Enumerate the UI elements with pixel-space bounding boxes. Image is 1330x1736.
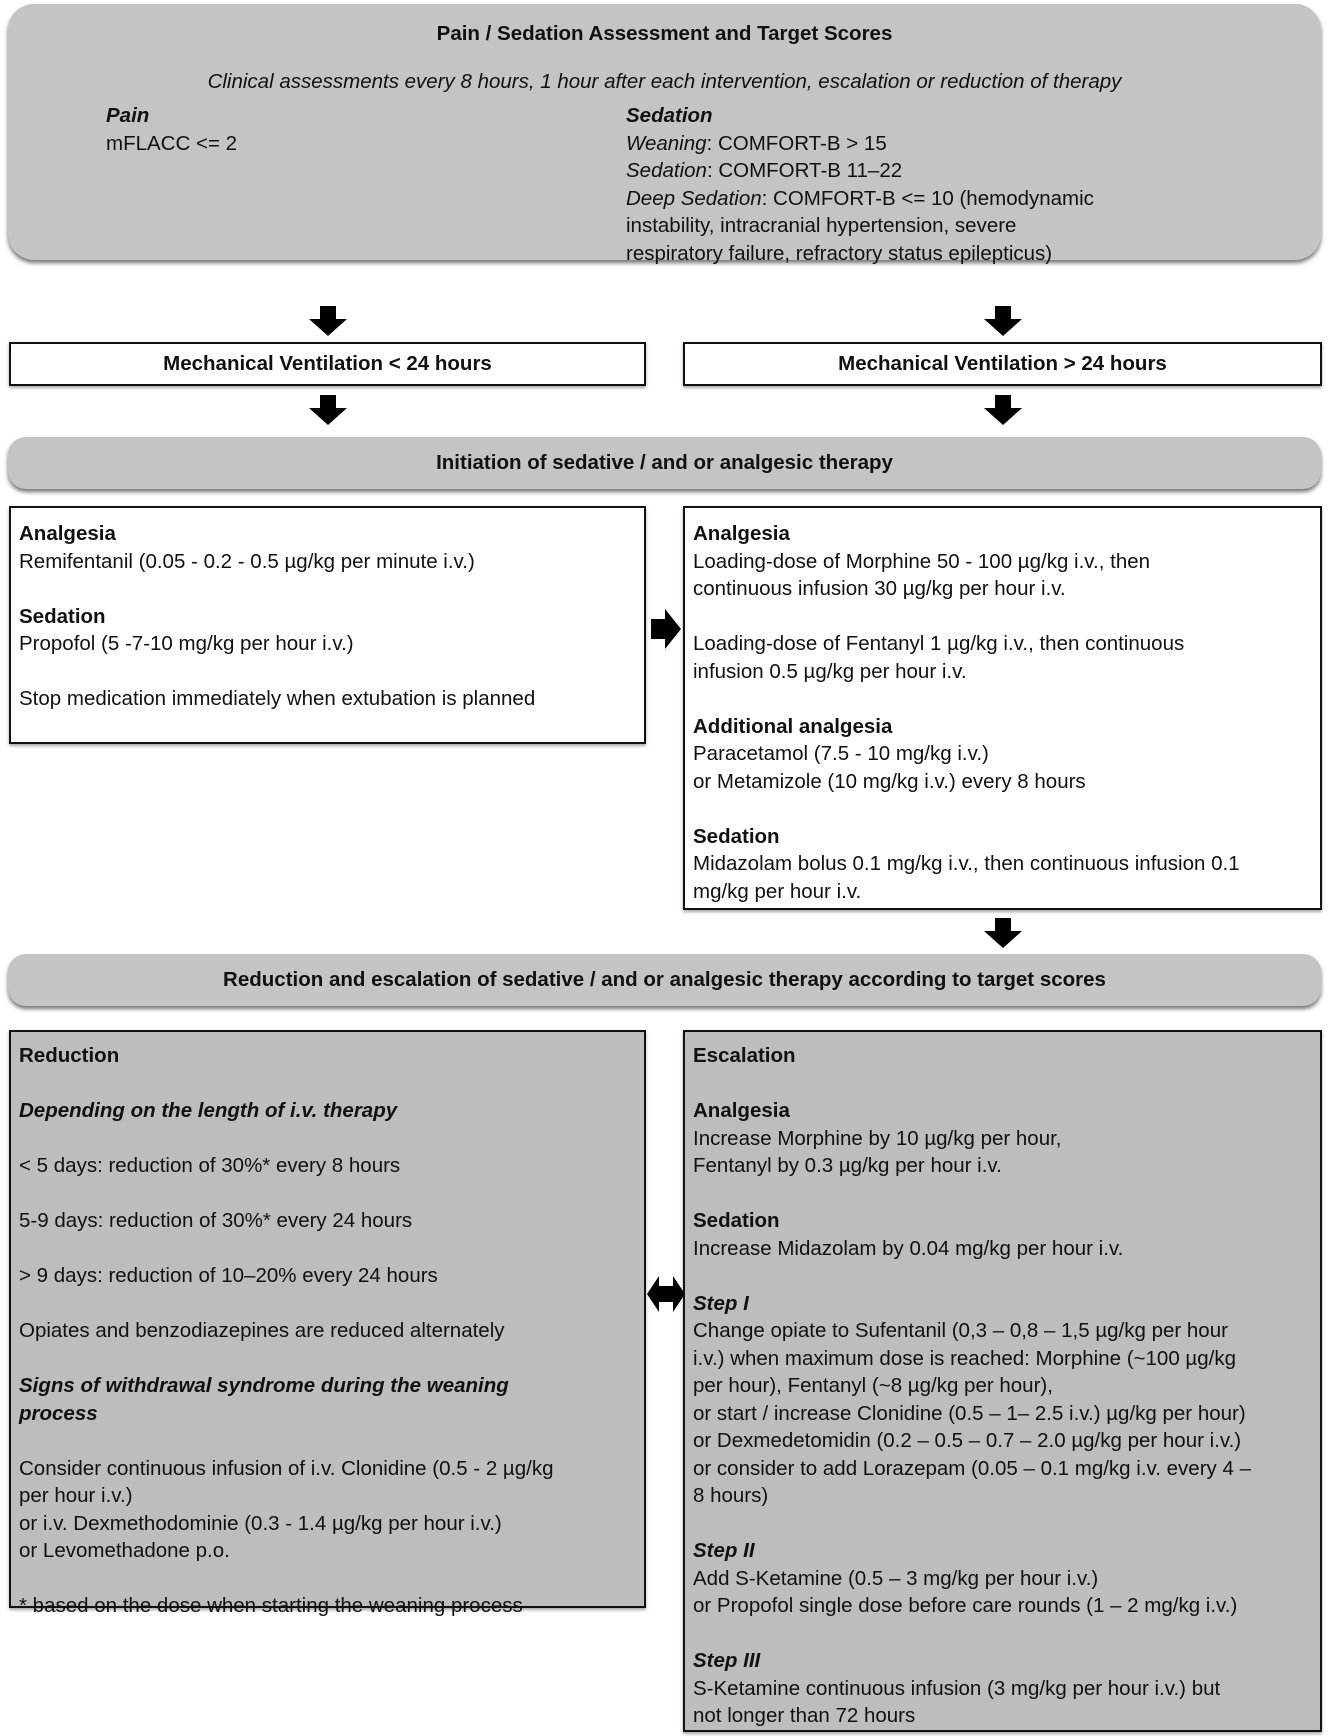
adjustment-header: Reduction and escalation of sedative / and or analgesic therapy according to target scores <box>8 954 1321 1006</box>
ventilation-short-box: Mechanical Ventilation < 24 hours <box>9 342 646 386</box>
step2-line1: Add S-Ketamine (0.5 – 3 mg/kg per hour i.v.) <box>693 1566 1099 1590</box>
assessment-panel <box>8 4 1321 265</box>
paracetamol-line: Paracetamol (7.5 - 10 mg/kg i.v.) <box>693 742 989 765</box>
consider-line1: Consider continuous infusion of i.v. Clonidine (0.5 - 2 µg/kg <box>19 1456 554 1480</box>
weaning-label: Weaning <box>626 131 707 155</box>
arrow-down-icon <box>984 306 1022 336</box>
sedation-target <box>626 157 1094 185</box>
fentanyl-line2: infusion 0.5 µg/kg per hour i.v. <box>693 659 967 683</box>
escalation-box <box>683 1030 1322 1732</box>
morphine-line1: Loading-dose of Morphine 50 - 100 µg/kg i.v., then <box>693 549 1151 573</box>
step1-line7: 8 hours) <box>693 1484 769 1507</box>
sedation-value: : COMFORT-B 11–22 <box>706 159 903 182</box>
assessment-title: Pain / Sedation Assessment and Target Scores <box>436 22 893 45</box>
pain-target-line: mFLACC <= 2 <box>106 131 238 155</box>
reduction-rule-3: > 9 days: reduction of 10–20% every 24 hours <box>19 1264 438 1287</box>
analgesia-heading: Analgesia <box>19 522 116 545</box>
midazolam-line1: Midazolam bolus 0.1 mg/kg i.v., then continuous infusion 0.1 <box>693 852 1240 875</box>
step1-line1: Change opiate to Sufentanil (0,3 – 0,8 – 1,5 µg/kg per hour <box>693 1319 1228 1342</box>
initiation-header: Initiation of sedative / and or analgesic therapy <box>8 437 1321 489</box>
pain-targets <box>106 102 237 157</box>
analgesia-heading: Analgesia <box>693 522 790 545</box>
step1-line6: or consider to add Lorazepam (0.05 – 0.1 mg/kg i.v. every 4 – <box>693 1456 1251 1480</box>
metamizole-line: or Metamizole (10 mg/kg i.v.) every 8 hours <box>693 769 1086 793</box>
reduction-rule-1: < 5 days: reduction of 30%* every 8 hours <box>19 1154 401 1177</box>
deep-sedation-line2: instability, intracranial hypertension, severe <box>626 214 1017 237</box>
withdrawal-heading-line1: Signs of withdrawal syndrome during the weaning <box>19 1374 509 1397</box>
weaning-value: : COMFORT-B > 15 <box>706 131 887 155</box>
short-ventilation-medication-box <box>9 506 646 744</box>
arrow-right-icon <box>651 609 681 649</box>
reduction-rule-2: 5-9 days: reduction of 30%* every 24 hours <box>19 1209 413 1232</box>
step3-heading: Step III <box>693 1649 761 1672</box>
deep-sedation-target <box>626 185 1094 213</box>
escalation-analgesia-line2: Fentanyl by 0.3 µg/kg per hour i.v. <box>693 1154 1002 1177</box>
reduction-heading: Reduction <box>19 1044 120 1067</box>
morphine-line2: continuous infusion 30 µg/kg per hour i.v. <box>693 577 1066 600</box>
remifentanil-line: Remifentanil (0.05 - 0.2 - 0.5 µg/kg per minute i.v.) <box>19 549 475 573</box>
consider-line2: per hour i.v.) <box>19 1484 133 1507</box>
long-ventilation-medication-box <box>683 506 1322 910</box>
escalation-analgesia-heading: Analgesia <box>693 1099 790 1122</box>
stop-medication-line: Stop medication immediately when extubation is planned <box>19 687 536 710</box>
step3-line2: not longer than 72 hours <box>693 1704 916 1727</box>
reduction-subheading: Depending on the length of i.v. therapy <box>19 1099 398 1122</box>
withdrawal-heading-line2: process <box>19 1401 98 1425</box>
assessment-subtitle: Clinical assessments every 8 hours, 1 hour after each intervention, escalation or reduction of therapy <box>207 70 1122 93</box>
arrow-down-icon <box>309 395 347 425</box>
step1-line5: or Dexmedetomidin (0.2 – 0.5 – 0.7 – 2.0 µg/kg per hour i.v.) <box>693 1429 1242 1452</box>
step2-heading: Step II <box>693 1539 755 1562</box>
consider-line3: or i.v. Dexmethodominie (0.3 - 1.4 µg/kg per hour i.v.) <box>19 1511 502 1535</box>
sedation-targets <box>626 102 1094 267</box>
arrow-down-icon <box>984 395 1022 425</box>
reduction-footnote: * based on the dose when starting the weaning process <box>19 1594 523 1617</box>
escalation-sedation-line: Increase Midazolam by 0.04 mg/kg per hour i.v. <box>693 1236 1124 1260</box>
step1-line4: or start / increase Clonidine (0.5 – 1– 2.5 i.v.) µg/kg per hour) <box>693 1401 1246 1425</box>
step2-line2: or Propofol single dose before care rounds (1 – 2 mg/kg i.v.) <box>693 1594 1238 1617</box>
step1-line2: i.v.) when maximum dose is reached: Morphine (~100 µg/kg <box>693 1346 1236 1370</box>
step1-heading: Step I <box>693 1291 749 1315</box>
sedation-label: Sedation <box>626 159 707 182</box>
arrow-down-icon <box>984 918 1022 948</box>
step1-line3: per hour), Fentanyl (~8 µg/kg per hour), <box>693 1374 1053 1397</box>
propofol-line: Propofol (5 -7-10 mg/kg per hour i.v.) <box>19 632 354 655</box>
double-arrow-icon <box>647 1274 685 1314</box>
sedation-heading: Sedation <box>626 104 713 127</box>
additional-analgesia-heading: Additional analgesia <box>693 714 893 738</box>
consider-line4: or Levomethadone p.o. <box>19 1539 230 1562</box>
escalation-heading: Escalation <box>693 1044 796 1067</box>
ventilation-long-box: Mechanical Ventilation > 24 hours <box>683 342 1322 386</box>
pain-heading: Pain <box>106 104 150 127</box>
sedation-heading: Sedation <box>693 824 780 848</box>
sedation-heading: Sedation <box>19 604 106 628</box>
reduction-box <box>9 1030 646 1617</box>
weaning-target <box>626 130 1094 158</box>
deep-sedation-value: : COMFORT-B <= 10 (hemodynamic <box>761 186 1094 210</box>
midazolam-line2: mg/kg per hour i.v. <box>693 879 862 903</box>
deep-sedation-label: Deep Sedation <box>626 186 762 210</box>
fentanyl-line1: Loading-dose of Fentanyl 1 µg/kg i.v., then continuous <box>693 632 1185 655</box>
escalation-analgesia-line1: Increase Morphine by 10 µg/kg per hour, <box>693 1126 1062 1150</box>
escalation-sedation-heading: Sedation <box>693 1209 780 1232</box>
step3-line1: S-Ketamine continuous infusion (3 mg/kg per hour i.v.) but <box>693 1676 1221 1700</box>
reduction-alternate: Opiates and benzodiazepines are reduced alternately <box>19 1319 505 1342</box>
deep-sedation-line3: respiratory failure, refractory status epilepticus) <box>626 241 1053 265</box>
arrow-down-icon <box>309 306 347 336</box>
